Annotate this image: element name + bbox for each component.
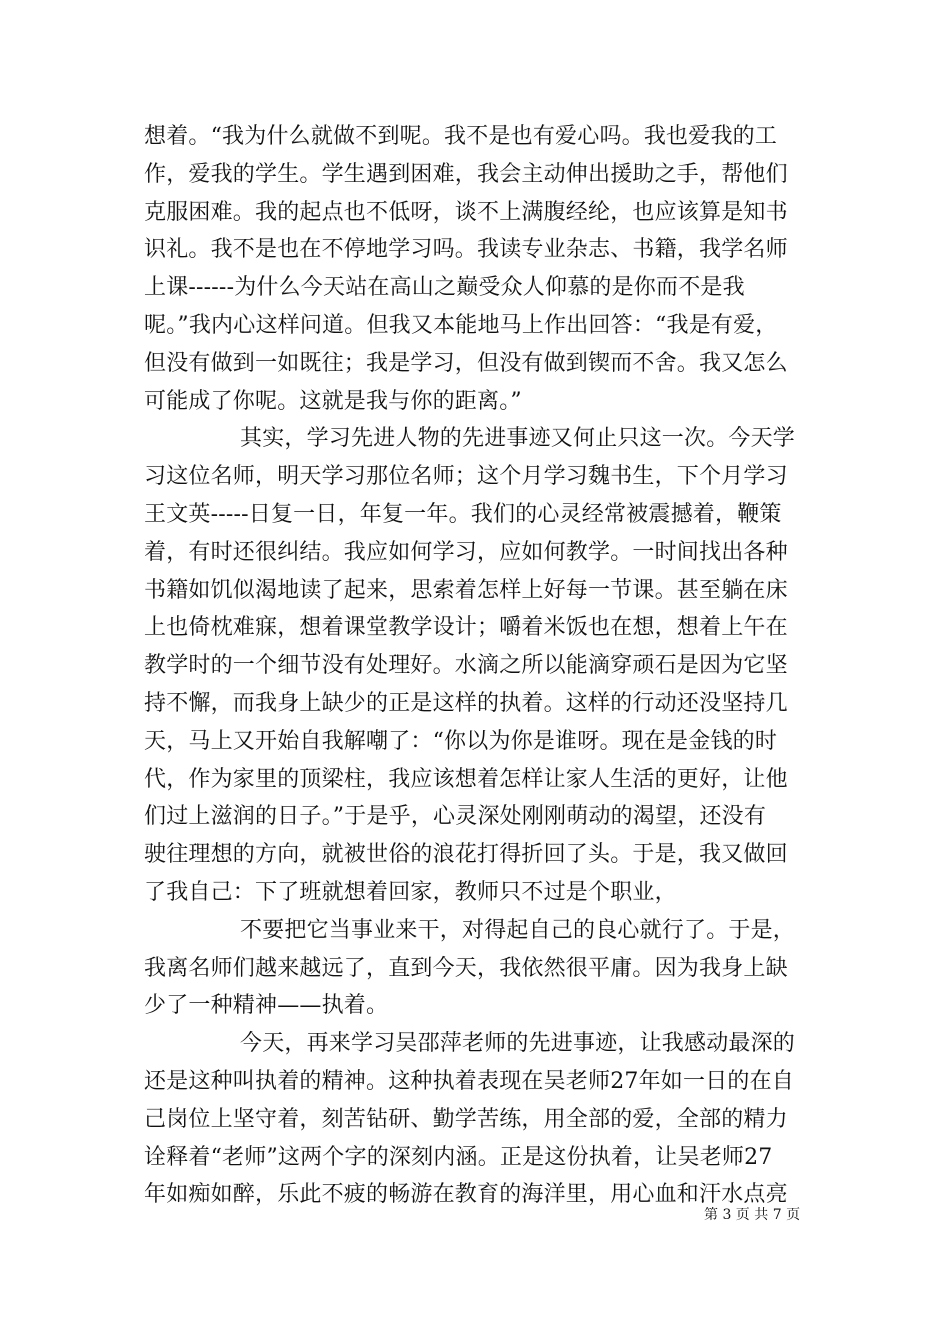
text-line: 持不懈，而我身上缺少的正是这样的执着。这样的行动还没坚持几 [144,690,788,716]
document-body [144,118,808,1214]
text-line: 呢。”我内心这样问道。但我又本能地马上作出回答：“我是有爱， [144,312,778,338]
text-line: 但没有做到一如既往；我是学习，但没有做到锲而不舍。我又怎么 [144,350,788,376]
text-line: 们过上滋润的日子。”于是乎，心灵深处刚刚萌动的渴望，还没有 [144,804,767,830]
text-line: 年如痴如醉，乐此不疲的畅游在教育的海洋里，用心血和汗水点亮 [144,1182,788,1208]
text-line: 驶往理想的方向，就被世俗的浪花打得折回了头。于是，我又做回 [144,842,788,868]
page-number-footer: 第 3 页 共 7 页 [704,1207,801,1223]
text-line: 代，作为家里的顶梁柱，我应该想着怎样让家人生活的更好，让他 [144,766,788,792]
text-line: 识礼。我不是也在不停地学习吗。我读专业杂志、书籍，我学名师 [144,237,788,263]
text-line: 天，马上又开始自我解嘲了：“你以为你是谁呀。现在是金钱的时 [144,728,778,754]
text-line: 王文英-----日复一日，年复一年。我们的心灵经常被震撼着，鞭策 [144,501,782,527]
text-line: 想着。“我为什么就做不到呢。我不是也有爱心吗。我也爱我的工 [144,124,778,149]
text-line: 习这位名师，明天学习那位名师；这个月学习魏书生，下个月学习 [144,464,788,490]
text-line: 克服困难。我的起点也不低呀，谈不上满腹经纶，也应该算是知书 [144,199,788,225]
text-line: 教学时的一个细节没有处理好。水滴之所以能滴穿顽石是因为它坚 [144,653,788,679]
text-line: 作，爱我的学生。学生遇到困难，我会主动伸出援助之手，帮他们 [144,161,788,187]
paragraph-first-line: 今天，再来学习吴邵萍老师的先进事迹，让我感动最深的 [240,1031,796,1057]
text-line: 上课------为什么今天站在高山之巅受众人仰慕的是你而不是我 [144,275,745,301]
text-line: 己岗位上坚守着，刻苦钻研、勤学苦练，用全部的爱，全部的精力 [144,1106,788,1132]
text-line: 着，有时还很纠结。我应如何学习，应如何教学。一时间找出各种 [144,539,788,565]
text-line: 书籍如饥似渴地读了起来，思索着怎样上好每一节课。甚至躺在床 [144,577,788,603]
text-line: 了我自己：下了班就想着回家，教师只不过是个职业， [144,879,677,905]
text-line: 可能成了你呢。这就是我与你的距离。” [144,388,522,414]
text-line: 还是这种叫执着的精神。这种执着表现在吴老师27年如一日的在自 [144,1068,794,1094]
text-line: 我离名师们越来越远了，直到今天，我依然很平庸。因为我身上缺 [144,955,788,981]
text-line: 诠释着“老师”这两个字的深刻内涵。正是这份执着，让吴老师27 [144,1144,773,1170]
text-line: 少了一种精神——执着。 [144,993,389,1019]
paragraph-first-line: 其实，学习先进人物的先进事迹又何止只这一次。今天学 [240,426,796,452]
paragraph-first-line: 不要把它当事业来干，对得起自己的良心就行了。于是， [240,917,796,943]
text-line: 上也倚枕难寐，想着课堂教学设计；嚼着米饭也在想，想着上午在 [144,615,788,641]
